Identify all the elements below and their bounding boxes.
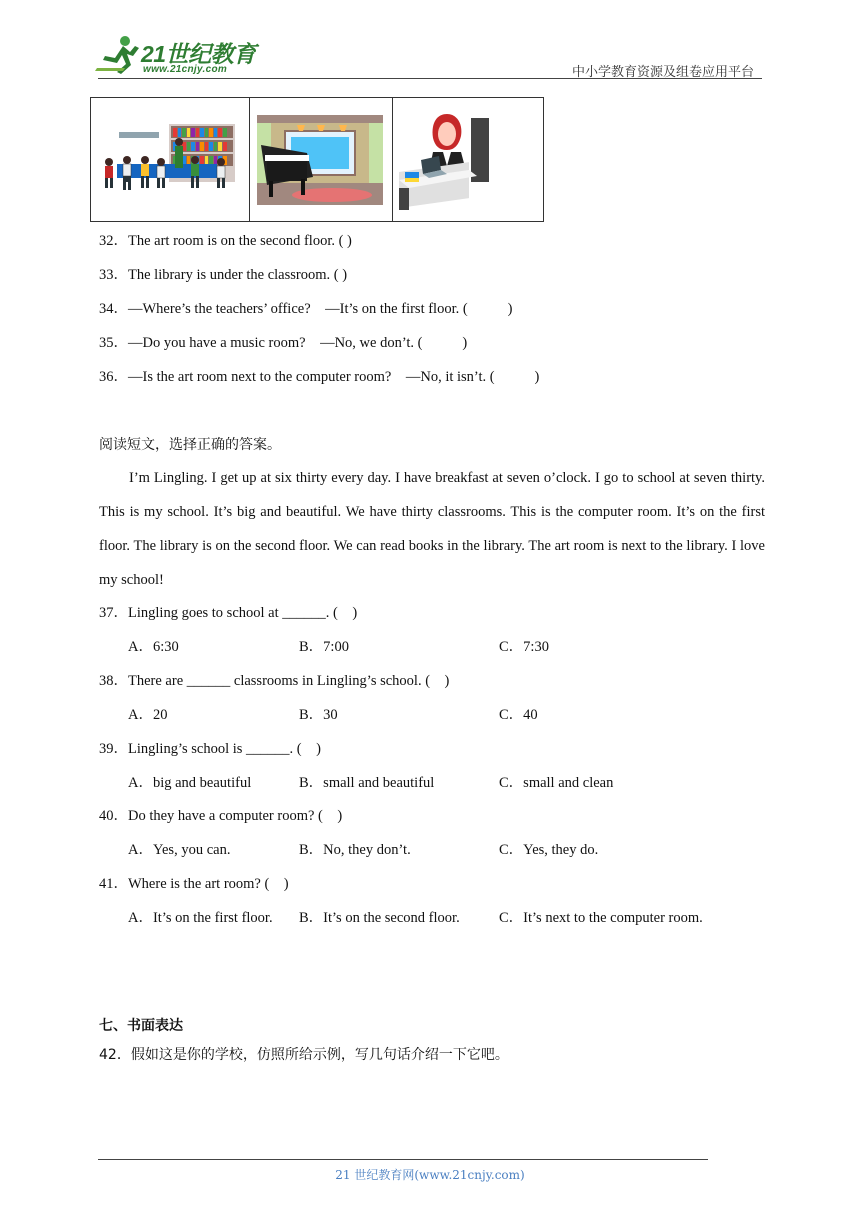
logo-text: 21世纪教育 <box>141 41 256 67</box>
q40-option-b: B．No, they don’t. <box>299 842 411 858</box>
picture-cell-teachers-office <box>393 98 543 221</box>
q38-option-a: A．20 <box>128 707 168 723</box>
q41-option-b: B．It’s on the second floor. <box>299 910 460 926</box>
question-42: 42．假如这是你的学校，仿照所给示例，写几句话介绍一下它吧。 <box>99 1047 509 1063</box>
q39-option-a: A．big and beautiful <box>128 775 252 791</box>
music-room-piano-icon <box>257 115 383 205</box>
footer-text: 21 世纪教育网(www.21cnjy.com) <box>335 1168 525 1182</box>
footer-divider <box>98 1159 708 1160</box>
question-36: 36．—Is the art room next to the computer room? —No, it isn’t. ( ) <box>99 369 540 385</box>
picture-cell-music-room <box>250 98 393 221</box>
runner-logo-icon <box>95 34 143 76</box>
question-37: 37．Lingling goes to school at ______. ( ) <box>99 605 358 621</box>
q39-option-c: C．small and clean <box>499 775 614 791</box>
question-32: 32．The art room is on the second floor. ( ) <box>99 233 352 249</box>
q41-option-c: C．It’s next to the computer room. <box>499 910 703 926</box>
q41-option-a: A．It’s on the first floor. <box>128 910 273 926</box>
q37-option-a: A．6:30 <box>128 639 179 655</box>
question-38: 38．There are ______ classrooms in Lingling’s school. ( ) <box>99 673 450 689</box>
header-divider <box>98 78 762 79</box>
reading-instruction: 阅读短文，选择正确的答案。 <box>99 437 281 453</box>
teacher-office-icon <box>399 110 491 210</box>
q40-option-c: C．Yes, they do. <box>499 842 599 858</box>
logo-url: www.21cnjy.com <box>143 64 228 75</box>
picture-cell-library <box>91 98 250 221</box>
q38-option-c: C．40 <box>499 707 538 723</box>
q38-option-b: B．30 <box>299 707 338 723</box>
q39-option-b: B．small and beautiful <box>299 775 435 791</box>
section-7-title: 七、书面表达 <box>99 1018 183 1034</box>
question-41: 41．Where is the art room? ( ) <box>99 876 289 892</box>
question-40: 40．Do they have a computer room? ( ) <box>99 808 343 824</box>
question-34: 34．—Where’s the teachers’ office? —It’s on the first floor. ( ) <box>99 301 513 317</box>
picture-table <box>90 97 544 222</box>
header-platform-text: 中小学教育资源及组卷应用平台 <box>571 65 754 80</box>
reading-passage: I’m Lingling. I get up at six thirty every day. I have breakfast at seven o’clock. I go to school at seven thirty. This is my school. It’s big and beautiful. We have thirty classrooms. This is the computer room. It’s on the first floor. The library is on the second floor. We can read books in the library. The art room is next to the library. I love my school! <box>99 470 765 588</box>
question-33: 33．The library is under the classroom. ( ) <box>99 267 348 283</box>
library-students-icon <box>99 124 239 194</box>
q37-option-b: B．7:00 <box>299 639 349 655</box>
q37-option-c: C．7:30 <box>499 639 549 655</box>
question-39: 39．Lingling’s school is ______. ( ) <box>99 741 321 757</box>
site-logo <box>95 34 260 78</box>
question-35: 35．—Do you have a music room? —No, we don’t. ( ) <box>99 335 468 351</box>
q40-option-a: A．Yes, you can. <box>128 842 231 858</box>
